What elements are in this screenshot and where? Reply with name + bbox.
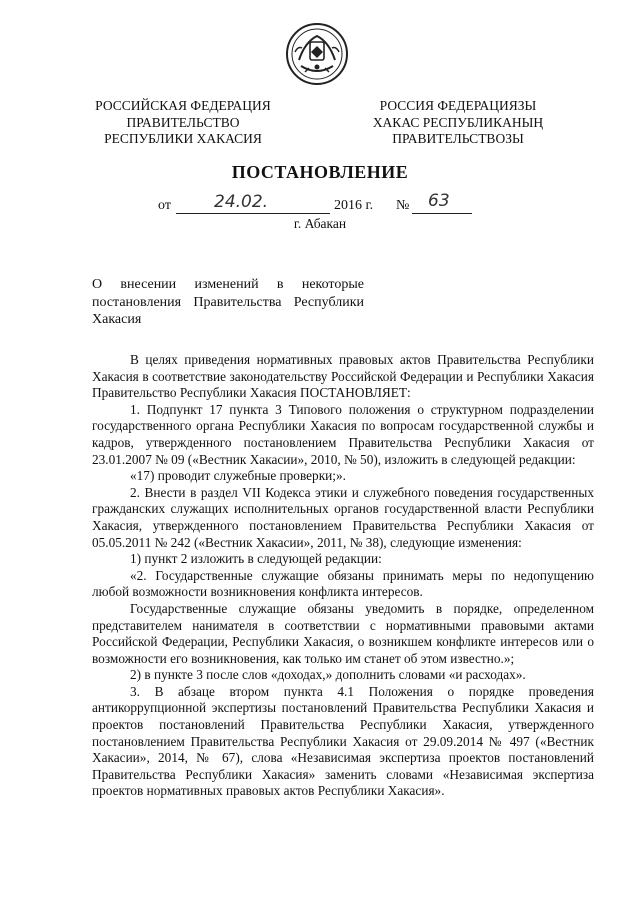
header-right — [358, 98, 558, 148]
date-underline — [176, 213, 330, 214]
subject-block — [92, 276, 364, 329]
number-label: № — [396, 198, 410, 213]
year-label: 2016 г. — [334, 198, 374, 213]
header-left-line: РЕСПУБЛИКИ ХАКАСИЯ — [104, 131, 262, 146]
header-left-line: РОССИЙСКАЯ ФЕДЕРАЦИЯ — [95, 98, 271, 113]
paragraph: 3. В абзаце втором пункта 4.1 Положения о порядке проведения антикоррупционной экспертизы постановлений Правительства Республики Хакасия и проектов постановлений Правительства Республики Хакасия, утвержденного постановлением Правительства Республики Хакасия от 29.09.2014 № 497 («Вестник Хакасии», 2014, № 67), слова «Независимая экспертиза проектов постановлений Правительства Республики Хакасия» заменить словами «Независимая экспертиза проектов нормативных правовых актов Республики Хакасия». — [92, 683, 594, 799]
paragraph: «2. Государственные служащие обязаны принимать меры по недопущению любой возможности возникновения конфликта интересов. — [92, 567, 594, 600]
document-body — [92, 352, 594, 800]
paragraph: В целях приведения нормативных правовых актов Правительства Республики Хакасия в соответствие законодательству Российской Федерации и Республики Хакасия Правительство Республики Хакасия ПОСТАНОВЛЯЕТ: — [92, 352, 594, 401]
coat-of-arms-icon — [285, 22, 349, 86]
from-label: от — [158, 198, 171, 213]
header-left — [88, 98, 278, 148]
document-title: ПОСТАНОВЛЕНИЕ — [231, 162, 409, 182]
number-underline — [412, 213, 472, 214]
handwritten-number: 63 — [428, 191, 450, 211]
city-label: г. Абакан — [293, 216, 347, 231]
paragraph: 1. Подпункт 17 пункта 3 Типового положения о структурном подразделении государственного органа Республики Хакасия по вопросам государственной службы и кадров, утвержденного постановлением Правительства Республики Хакасия от 23.01.2007 № 09 («Вестник Хакасии», 2010, № 50), изложить в следующей редакции: — [92, 401, 594, 467]
paragraph: 2) в пункте 3 после слов «доходах,» дополнить словами «и расходах». — [130, 667, 526, 683]
paragraph: 1) пункт 2 изложить в следующей редакции: — [130, 551, 382, 567]
subject-line: постановления Правительства Республики — [92, 294, 364, 310]
header-left-line: ПРАВИТЕЛЬСТВО — [126, 114, 240, 130]
header-right-line: ПРАВИТЕЛЬСТВОЗЫ — [392, 131, 524, 146]
paragraph: «17) проводит служебные проверки;». — [130, 468, 346, 484]
header-right-line: ХАКАС РЕСПУБЛИКАНЫҢ — [372, 114, 544, 130]
header-right-line: РОССИЯ ФЕДЕРАЦИЯЗЫ — [379, 98, 537, 113]
handwritten-date: 24.02. — [214, 192, 269, 212]
subject-line: Хакасия — [92, 312, 142, 327]
subject-line: О внесении изменений в некоторые — [92, 277, 364, 292]
paragraph: Государственные служащие обязаны уведомить в порядке, определенном представителем нанимателя в соответствии с нормативными правовыми актами Российской Федерации, Республики Хакасия, о возникшем конфликте интересов или о возможности его возникновения, как только им станет об этом известно.»; — [92, 600, 594, 666]
paragraph: 2. Внести в раздел VII Кодекса этики и служебного поведения государственных гражданских служащих исполнительных органов государственной власти Республики Хакасия, утвержденного постановлением Правительства Республики Хакасия от 05.05.2011 № 242 («Вестник Хакасии», 2011, № 38), следующие изменения: — [92, 484, 594, 550]
